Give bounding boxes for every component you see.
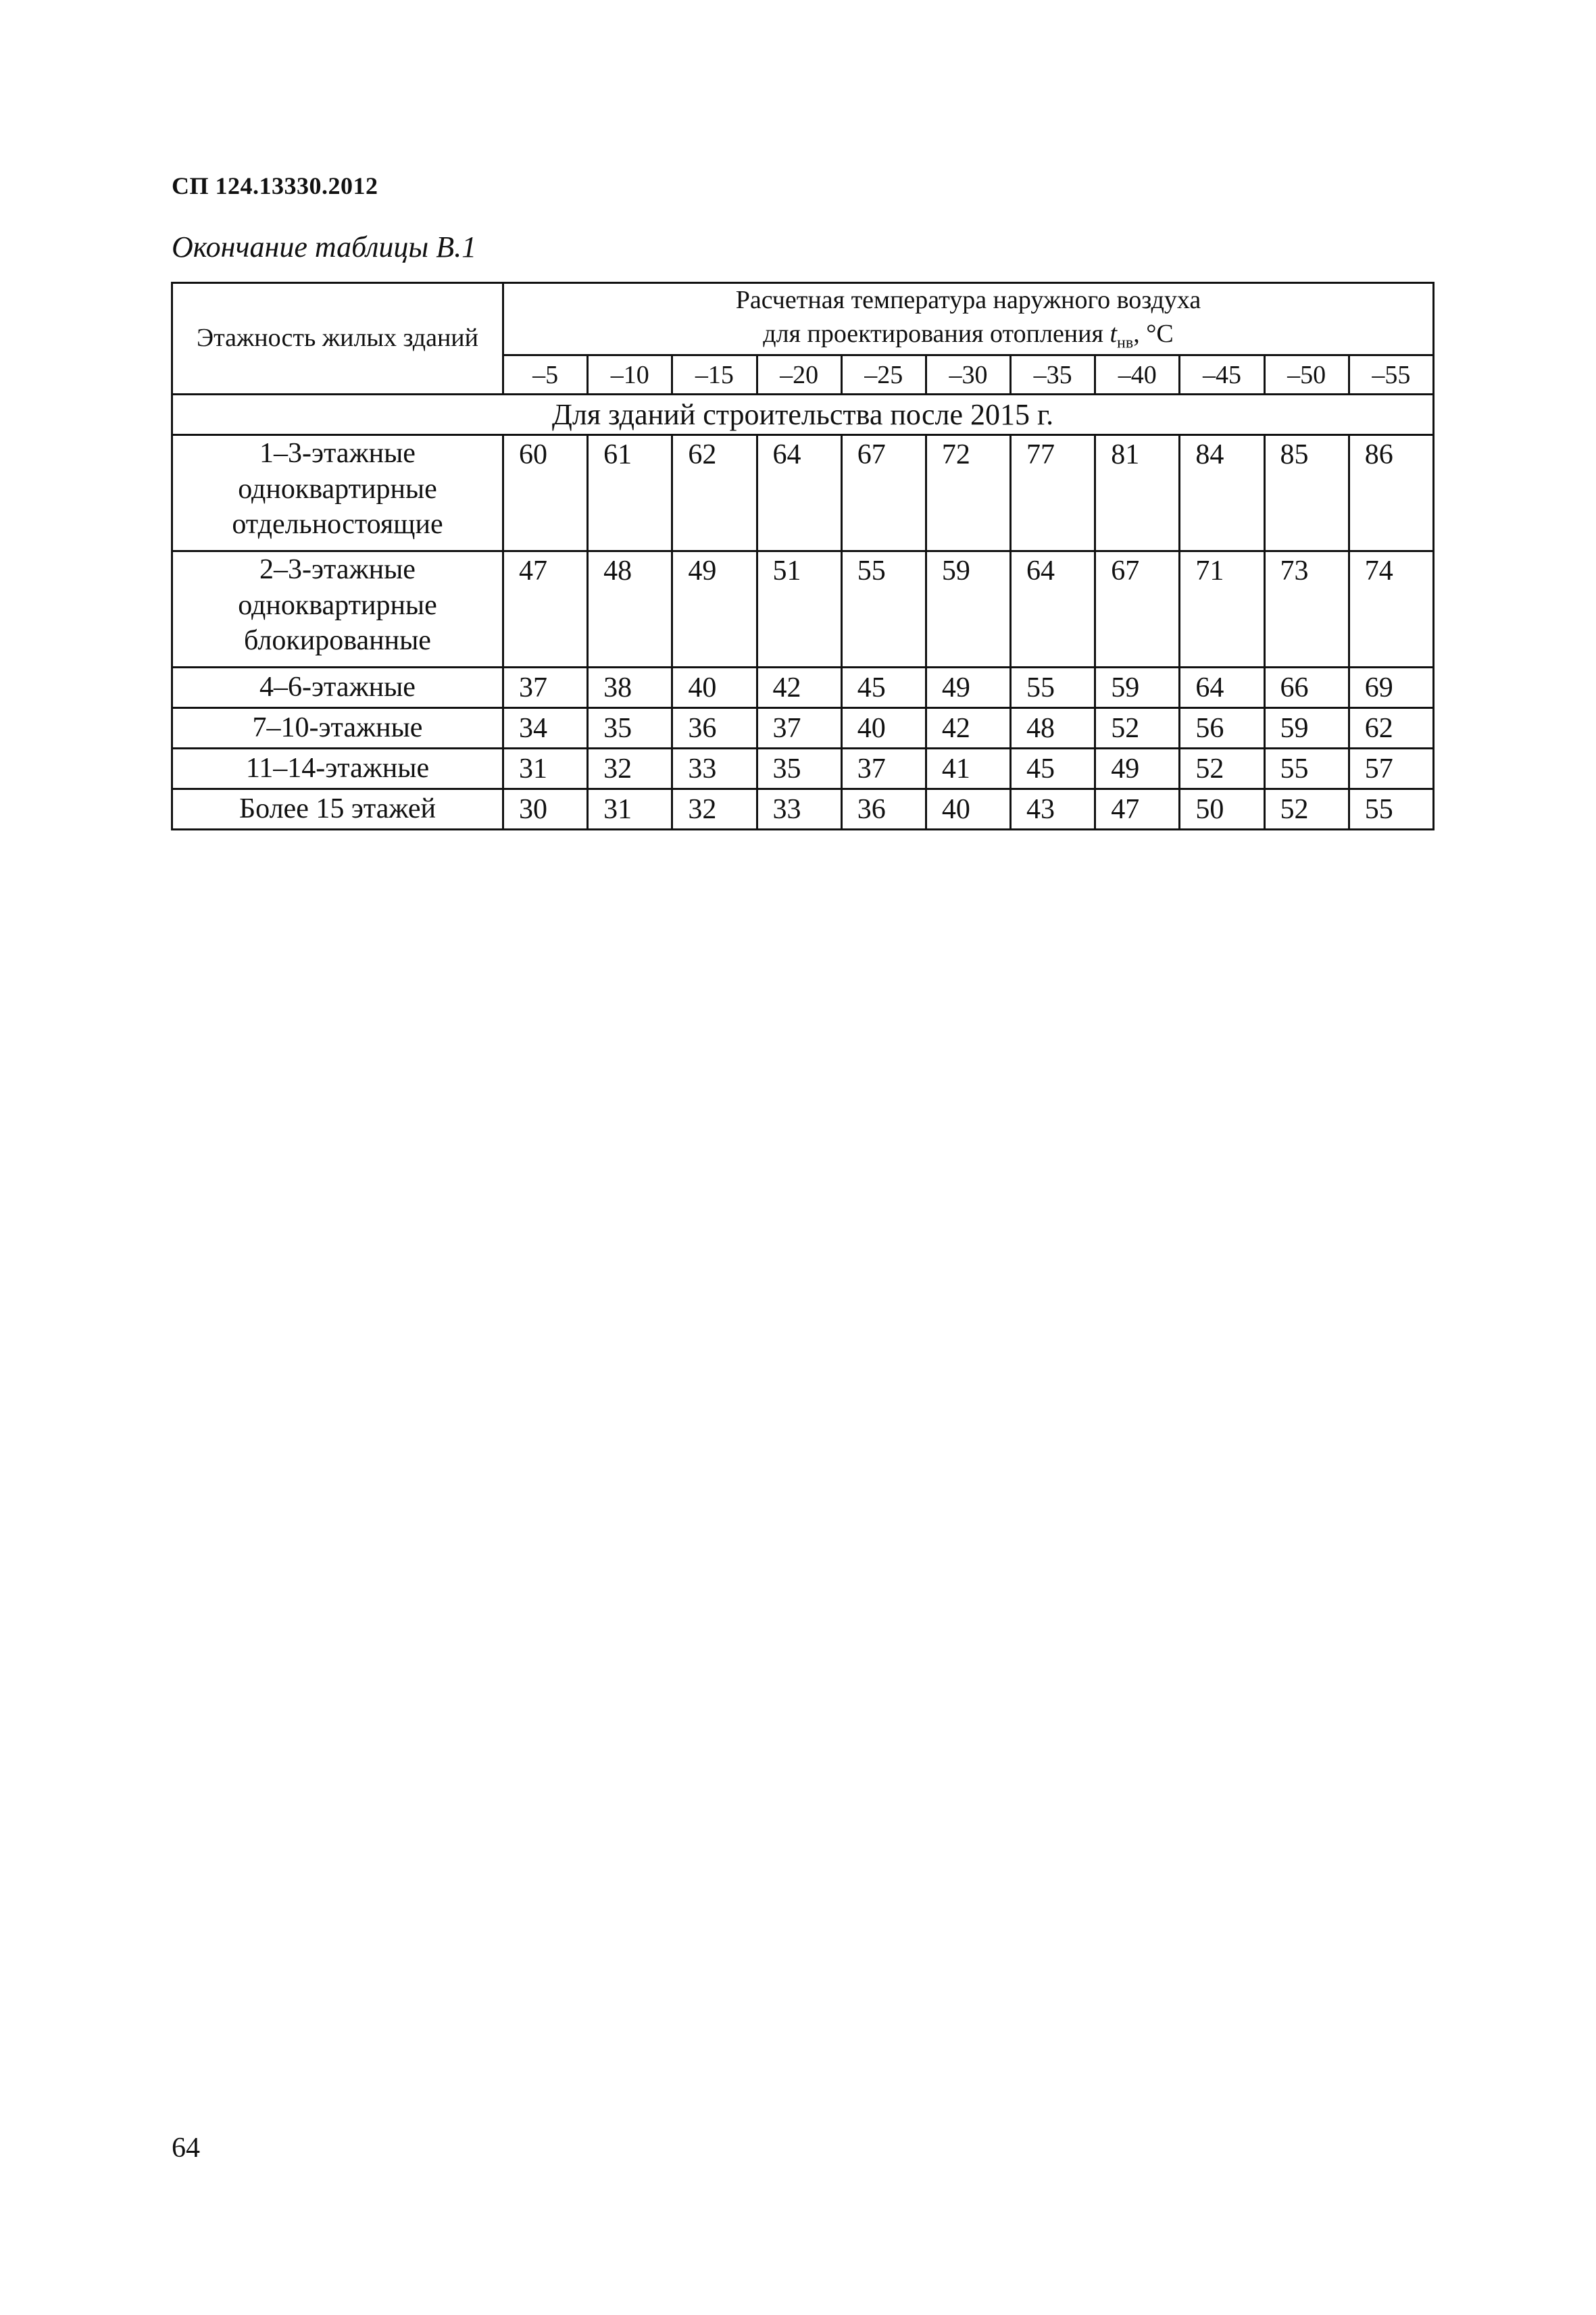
table-cell: 77 — [1011, 435, 1095, 551]
table-cell: 40 — [841, 708, 926, 749]
temperature-value-header: –55 — [1349, 355, 1433, 395]
table-cell: 32 — [588, 749, 672, 789]
table-cell: 61 — [588, 435, 672, 551]
temperature-column-header — [503, 283, 1434, 355]
table-row — [172, 668, 1434, 708]
table-cell: 35 — [757, 749, 841, 789]
table-cell: 31 — [503, 749, 588, 789]
table-cell: 49 — [672, 551, 757, 668]
temperature-value-header: –20 — [757, 355, 841, 395]
row-storeys-label: 11–14-этажные — [172, 749, 503, 789]
temperature-value-header: –10 — [588, 355, 672, 395]
table-cell: 48 — [588, 551, 672, 668]
table-cell: 60 — [503, 435, 588, 551]
table-row — [172, 435, 1434, 551]
table-cell: 47 — [1095, 789, 1180, 830]
table-cell: 49 — [1095, 749, 1180, 789]
table-cell: 67 — [1095, 551, 1180, 668]
table-cell: 67 — [841, 435, 926, 551]
table-cell: 41 — [926, 749, 1010, 789]
table-cell: 73 — [1264, 551, 1349, 668]
temperature-value-header: –50 — [1264, 355, 1349, 395]
temperature-header-line1: Расчетная температура наружного воздуха — [735, 286, 1201, 315]
table-cell: 42 — [757, 668, 841, 708]
row-storeys-label: 4–6-этажные — [172, 668, 503, 708]
row-storeys-label: 7–10-этажные — [172, 708, 503, 749]
table-cell: 45 — [1011, 749, 1095, 789]
row-storeys-label: 1–3-этажные одноквартирные отдельностоящие — [172, 435, 503, 551]
storeys-column-header: Этажность жилых зданий — [172, 283, 503, 395]
table-cell: 56 — [1180, 708, 1264, 749]
table-row — [172, 708, 1434, 749]
table-cell: 62 — [672, 435, 757, 551]
table-row — [172, 551, 1434, 668]
table-cell: 33 — [757, 789, 841, 830]
table-cell: 33 — [672, 749, 757, 789]
document-code: СП 124.13330.2012 — [172, 172, 378, 199]
section-title: Для зданий строительства после 2015 г. — [172, 395, 1434, 435]
table-row — [172, 789, 1434, 830]
table-cell: 69 — [1349, 668, 1433, 708]
table-cell: 34 — [503, 708, 588, 749]
table-cell: 72 — [926, 435, 1010, 551]
table-cell: 42 — [926, 708, 1010, 749]
temperature-value-header: –15 — [672, 355, 757, 395]
temperature-value-header: –35 — [1011, 355, 1095, 395]
table-cell: 35 — [588, 708, 672, 749]
table-cell: 55 — [1011, 668, 1095, 708]
row-storeys-label: Более 15 этажей — [172, 789, 503, 830]
table-cell: 59 — [926, 551, 1010, 668]
table-cell: 40 — [926, 789, 1010, 830]
table-cell: 37 — [757, 708, 841, 749]
table-cell: 62 — [1349, 708, 1433, 749]
table-cell: 64 — [757, 435, 841, 551]
table-cell: 32 — [672, 789, 757, 830]
section-row — [172, 395, 1434, 435]
heating-temperature-table — [171, 282, 1435, 830]
table-cell: 85 — [1264, 435, 1349, 551]
temperature-value-header: –30 — [926, 355, 1010, 395]
table-cell: 57 — [1349, 749, 1433, 789]
table-cell: 36 — [672, 708, 757, 749]
table-cell: 71 — [1180, 551, 1264, 668]
table-cell: 51 — [757, 551, 841, 668]
table-cell: 50 — [1180, 789, 1264, 830]
table-cell: 74 — [1349, 551, 1433, 668]
table-cell: 64 — [1011, 551, 1095, 668]
table-cell: 30 — [503, 789, 588, 830]
table-cell: 52 — [1095, 708, 1180, 749]
table-cell: 37 — [841, 749, 926, 789]
temperature-value-header: –45 — [1180, 355, 1264, 395]
table-cell: 59 — [1095, 668, 1180, 708]
table-cell: 48 — [1011, 708, 1095, 749]
table-cell: 31 — [588, 789, 672, 830]
table-cell: 84 — [1180, 435, 1264, 551]
page-number: 64 — [172, 2133, 200, 2164]
table-caption: Окончание таблицы В.1 — [172, 230, 477, 264]
table-cell: 38 — [588, 668, 672, 708]
table-cell: 86 — [1349, 435, 1433, 551]
table-cell: 55 — [841, 551, 926, 668]
table-cell: 43 — [1011, 789, 1095, 830]
table-cell: 40 — [672, 668, 757, 708]
table-row — [172, 749, 1434, 789]
temperature-value-header: –25 — [841, 355, 926, 395]
table-cell: 64 — [1180, 668, 1264, 708]
table-cell: 55 — [1264, 749, 1349, 789]
table-cell: 47 — [503, 551, 588, 668]
table-cell: 52 — [1264, 789, 1349, 830]
temperature-value-header: –5 — [503, 355, 588, 395]
table-cell: 49 — [926, 668, 1010, 708]
table-cell: 81 — [1095, 435, 1180, 551]
table-cell: 36 — [841, 789, 926, 830]
temperature-value-header: –40 — [1095, 355, 1180, 395]
table-cell: 55 — [1349, 789, 1433, 830]
table-cell: 52 — [1180, 749, 1264, 789]
temperature-header-line2: для проектирования отопления $t_{нв}$, °С — [763, 319, 1174, 352]
table-cell: 66 — [1264, 668, 1349, 708]
table-cell: 37 — [503, 668, 588, 708]
table-cell: 45 — [841, 668, 926, 708]
table-cell: 59 — [1264, 708, 1349, 749]
row-storeys-label: 2–3-этажные одноквартирные блокированные — [172, 551, 503, 668]
